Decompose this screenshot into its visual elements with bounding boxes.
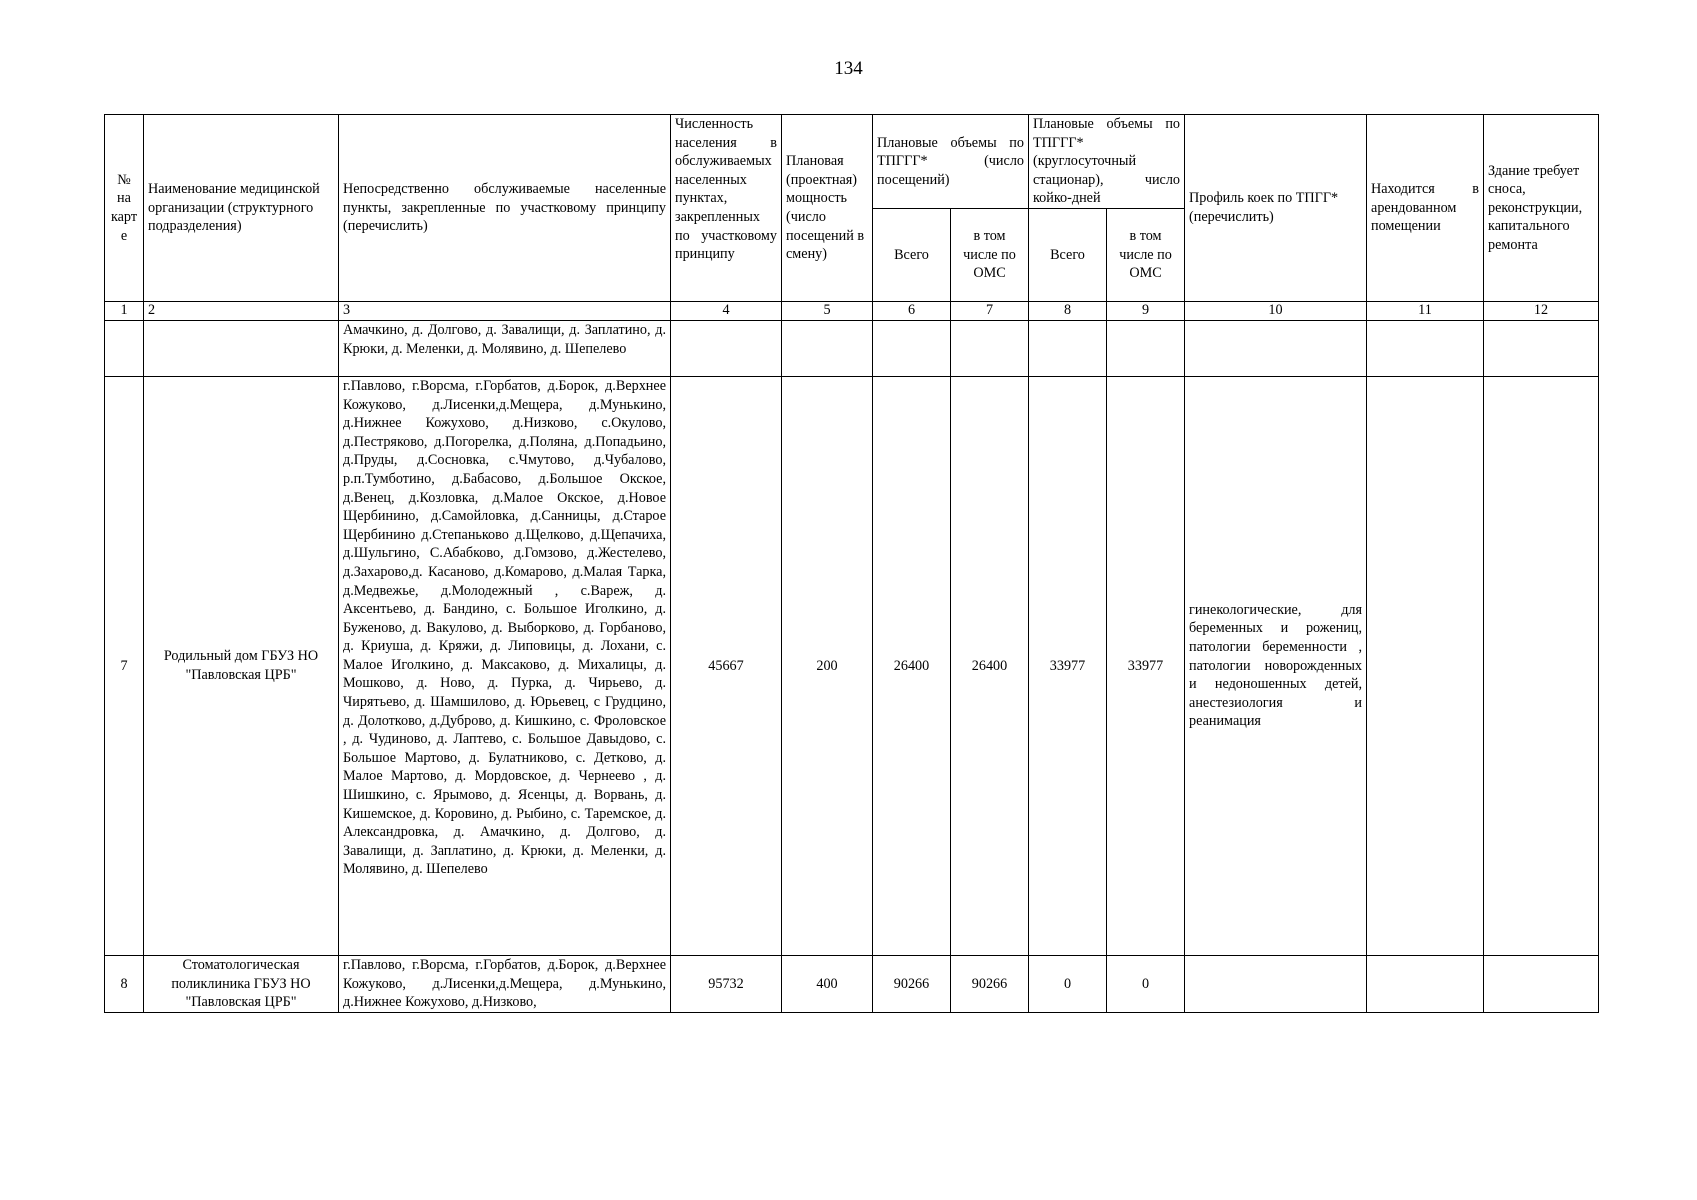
header-col-repair: Здание требует сноса, реконструкции, капитального ремонта <box>1484 115 1599 302</box>
column-number: 3 <box>339 301 671 320</box>
bed-profile-value <box>1185 955 1367 1012</box>
settlements-list: г.Павлово, г.Ворсма, г.Горбатов, д.Борок, д.Верхнее Кожуково, д.Лисенки,д.Мещера, д.Мунькино, д.Нижнее Кожухово, д.Низково, <box>339 955 671 1012</box>
column-number: 1 <box>105 301 144 320</box>
column-number: 5 <box>782 301 873 320</box>
header-row <box>105 115 1599 209</box>
column-number: 11 <box>1367 301 1484 320</box>
rented-value <box>1367 320 1484 376</box>
header-col-organization: Наименование медицинской организации (структурного подразделения) <box>144 115 339 302</box>
row-number: 8 <box>105 955 144 1012</box>
visits-oms-value: 90266 <box>951 955 1029 1012</box>
table-row <box>105 376 1599 955</box>
column-number: 7 <box>951 301 1029 320</box>
column-number: 6 <box>873 301 951 320</box>
medical-organizations-table <box>104 114 1599 1013</box>
organization-name: Родильный дом ГБУЗ НО "Павловская ЦРБ" <box>144 376 339 955</box>
visits-total-value: 26400 <box>873 376 951 955</box>
bed-profile-value <box>1185 320 1367 376</box>
column-number: 2 <box>144 301 339 320</box>
rented-value <box>1367 376 1484 955</box>
page-number: 134 <box>834 58 863 79</box>
organization-name <box>144 320 339 376</box>
organization-name: Стоматологическая поликлиника ГБУЗ НО "Павловская ЦРБ" <box>144 955 339 1012</box>
population-value <box>671 320 782 376</box>
header-visits-group: Плановые объемы по ТПГГГ* (число посещений) <box>873 115 1029 209</box>
capacity-value: 200 <box>782 376 873 955</box>
beddays-oms-value <box>1107 320 1185 376</box>
header-col-visits-total: Всего <box>873 208 951 301</box>
header-col-settlements: Непосредственно обслуживаемые населенные пункты, закрепленные по участковому принципу (перечислить) <box>339 115 671 302</box>
column-number: 4 <box>671 301 782 320</box>
rented-value <box>1367 955 1484 1012</box>
settlements-list: Амачкино, д. Долгово, д. Завалищи, д. Заплатино, д. Крюки, д. Меленки, д. Молявино, д. Шепелево <box>339 320 671 376</box>
visits-oms-value <box>951 320 1029 376</box>
repair-value <box>1484 376 1599 955</box>
beddays-oms-value: 33977 <box>1107 376 1185 955</box>
capacity-value: 400 <box>782 955 873 1012</box>
header-col-capacity: Плановая (проектная) мощность (число посещений в смену) <box>782 115 873 302</box>
header-col-visits-oms: в том числе по ОМС <box>951 208 1029 301</box>
bed-profile-value: гинекологические, для беременных и рожениц, патологии беременности , патологии новорожденных и недоношенных детей, анестезиология и реанимация <box>1185 376 1367 955</box>
column-number: 9 <box>1107 301 1185 320</box>
column-number: 10 <box>1185 301 1367 320</box>
beddays-total-value: 33977 <box>1029 376 1107 955</box>
table-row <box>105 955 1599 1012</box>
visits-total-value <box>873 320 951 376</box>
header-col-bed-profile: Профиль коек по ТПГГ* (перечислить) <box>1185 115 1367 302</box>
column-number: 12 <box>1484 301 1599 320</box>
row-number: 7 <box>105 376 144 955</box>
settlements-list: г.Павлово, г.Ворсма, г.Горбатов, д.Борок, д.Верхнее Кожуково, д.Лисенки,д.Мещера, д.Мунькино, д.Нижнее Кожухово, д.Низково, с.Окулово, д.Пестряково, д.Погорелка, д.Поляна, д.Попадьино, д.Пруды, д.Сосновка, с.Чмутово, д.Чубалово, р.п.Тумботино, д.Бабасово, д.Большое Окское, д.Венец, д.Козловка, д.Малое Окское, д.Новое Щербинино, д.Самойловка, д.Санницы, д.Старое Щербинино д.Степаньково д.Щелково, д.Щепачиха, д.Шульгино, С.Абабково, д.Гомзово, д.Жестелево, д.Захарово,д. Касаново, д.Комарово, д.Малая Тарка, д.Медвежье, д.Молодежный , с.Вареж, д. Аксентьево, д. Бандино, с. Большое Иголкино, д. Буженово, д. Вакулово, д. Выборково, д. Горбаново, д. Криуша, д. Кряжи, д. Липовицы, д. Лохани, с. Малое Иголкино, д. Максаково, д. Михалицы, д. Мошково, д. Ново, д. Пурка, д. Чирьево, д. Чирятьево, д. Шамшилово, д. Юрьевец, с Грудцино, д. Долотково, д.Дуброво, д. Кишкино, с. Фроловское , д. Чудиново, д. Лаптево, с. Большое Давыдово, с. Большое Мартово, д. Булатниково, с. Детково, д. Малое Мартово, д. Мордовское, д. Чернеево , д. Шишкино, с. Ярымово, д. Ясенцы, д. Ворвань, д. Кишемское, д. Коровино, д. Рыбино, с. Таремское, д. Александровка, д. Амачкино, д. Долгово, д. Завалищи, д. Заплатино, д. Крюки, д. Меленки, д. Молявино, д. Шепелево <box>339 376 671 955</box>
visits-oms-value: 26400 <box>951 376 1029 955</box>
header-beddays-group: Плановые объемы по ТПГГГ* (круглосуточный стационар), число койко-дней <box>1029 115 1185 209</box>
column-number: 8 <box>1029 301 1107 320</box>
beddays-oms-value: 0 <box>1107 955 1185 1012</box>
beddays-total-value <box>1029 320 1107 376</box>
beddays-total-value: 0 <box>1029 955 1107 1012</box>
capacity-value <box>782 320 873 376</box>
header-col-beddays-oms: в том числе по ОМС <box>1107 208 1185 301</box>
visits-total-value: 90266 <box>873 955 951 1012</box>
row-number <box>105 320 144 376</box>
header-col-number: № на карте <box>105 115 144 302</box>
column-number-row <box>105 301 1599 320</box>
header-col-population: Численность населения в обслуживаемых населенных пунктах, закрепленных по участковому принципу <box>671 115 782 302</box>
repair-value <box>1484 955 1599 1012</box>
table-row <box>105 320 1599 376</box>
repair-value <box>1484 320 1599 376</box>
header-col-rented: Находится в арендованном помещении <box>1367 115 1484 302</box>
population-value: 95732 <box>671 955 782 1012</box>
population-value: 45667 <box>671 376 782 955</box>
header-col-beddays-total: Всего <box>1029 208 1107 301</box>
